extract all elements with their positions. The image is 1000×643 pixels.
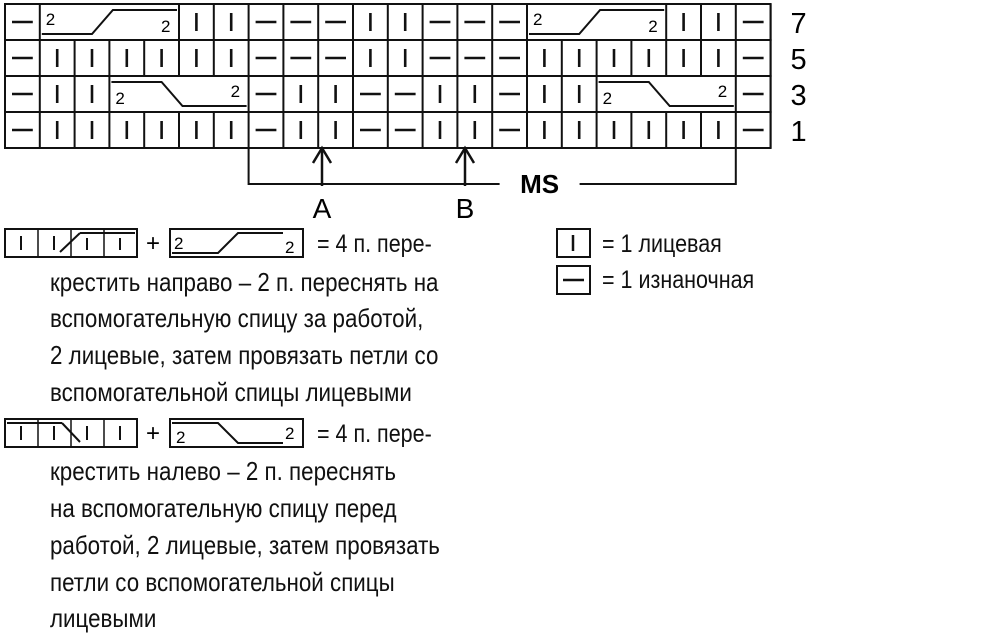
knit-cell [544,76,561,112]
purl-cell [256,76,284,112]
cross-right-symbol [5,229,137,257]
knit-cell [718,40,735,76]
purl-cell [395,112,423,148]
knit-cell [544,112,561,148]
chart-row-7 [5,4,771,40]
chart-row-3 [5,76,771,112]
purl-cell [395,76,423,112]
row-number-7: 7 [790,8,807,40]
knit-cell [718,112,735,148]
knit-cell [684,112,701,148]
knit-cell [92,40,109,76]
knit-symbol [557,229,590,257]
cross-right-line-3: вспомогательную спицу за работой, [50,303,424,333]
purl-cell [290,40,318,76]
cable-line [42,10,177,34]
chart-row-5 [5,40,771,76]
knit-cell [684,40,701,76]
cable-digit: 2 [45,10,56,29]
knit-cell [579,76,596,112]
knit-cell [684,4,701,40]
cross-right-line-4: 2 лицевые, затем провязать петли со [50,340,439,370]
knit-cell [196,112,213,148]
knit-cell [579,112,596,148]
knit-cell [57,40,74,76]
cable-cross-left [599,76,736,112]
cable-digit: 2 [533,10,543,29]
knit-cell [614,40,631,76]
purl-cell [256,4,284,40]
purl-cell [290,4,318,40]
purl-cell [499,76,527,112]
cross-left-cable-symbol [170,419,303,447]
knit-cell [475,76,492,112]
row-number-5: 5 [790,44,807,76]
cross-left-plus: + [145,420,161,447]
knit-cell [57,112,74,148]
cable-cross-left [111,76,248,112]
knit-cell [127,112,144,148]
purl-cell [325,4,353,40]
knit-legend-text: = 1 лицевая [602,230,722,258]
knit-cell [127,40,144,76]
knit-cell [579,40,596,76]
knit-cell [301,76,318,112]
row-number-1: 1 [790,116,807,148]
purl-cell [499,40,527,76]
cable-digit: 2 [602,89,613,108]
marker-b [456,148,475,224]
knit-cell [196,40,213,76]
knit-cell [301,112,318,148]
cross-right-plus: + [145,230,161,257]
knit-cell [370,4,387,40]
knit-cell [92,76,109,112]
cross-right-line-2: крестить направо – 2 п. переснять на [50,267,439,297]
purl-cell [360,76,388,112]
purl-cell [12,76,40,112]
knit-cell [231,40,248,76]
cable-digit: 2 [717,82,728,101]
marker-a [313,148,332,224]
cross-left-digit-left: 2 [176,428,186,447]
cross-left-line-4: работой, 2 лицевые, затем провязать [50,530,440,560]
cable-digit: 2 [230,82,241,101]
purl-cell [743,76,771,112]
purl-cell [743,4,771,40]
cable-cross-right [529,4,666,40]
purl-cell [12,112,40,148]
cable-line [599,82,734,106]
knit-cell [649,40,666,76]
cross-left-symbol [5,419,137,447]
purl-cell [464,40,492,76]
cable-cross-right [42,4,179,40]
purl-cell [464,4,492,40]
cross-left-line-6: лицевыми [50,603,157,633]
cross-right-line-1: = 4 п. пере- [317,230,432,258]
knit-cell [405,4,422,40]
chart-grid [5,4,771,148]
cross-left-digit-right: 2 [285,424,295,443]
knit-cell [196,4,213,40]
knit-cell [475,112,492,148]
knit-cell [370,40,387,76]
purl-cell [743,40,771,76]
purl-cell [499,112,527,148]
knit-cell [92,112,109,148]
cross-right-digit-right: 2 [285,238,295,257]
knit-cell [162,112,179,148]
purl-cell [256,112,284,148]
purl-cell [12,4,40,40]
knit-cell [614,112,631,148]
chart-row-1 [5,112,771,148]
cable-line [529,10,664,34]
purl-cell [360,112,388,148]
cross-left-line-3: на вспомогательную спицу перед [50,493,397,523]
cross-left-line-1: = 4 п. пере- [317,420,432,448]
purl-cell [325,40,353,76]
knit-cell [649,112,666,148]
purl-cell [743,112,771,148]
purl-legend-text: = 1 изнаночная [602,266,755,294]
cable-line [111,82,246,106]
knit-cell [57,76,74,112]
knit-cell [544,40,561,76]
markers [313,148,475,224]
purl-cell [430,40,458,76]
knit-cell [718,4,735,40]
knit-cell [405,40,422,76]
knit-cell [440,76,457,112]
knit-cell [162,40,179,76]
ms-label: MS [520,169,560,199]
purl-symbol [557,266,590,294]
cable-digit: 2 [648,17,658,36]
cross-right-digit-left: 2 [174,234,184,253]
cross-right-cable-symbol [170,229,303,257]
cable-digit: 2 [161,17,171,36]
marker-a-label: A [312,193,332,224]
knit-cell [440,112,457,148]
cross-left-line-5: петли со вспомогательной спицы [50,567,395,597]
cross-left-line-2: крестить налево – 2 п. переснять [50,456,396,486]
marker-b-label: B [455,193,475,224]
purl-cell [12,40,40,76]
cross-right-line-5: вспомогательной спицы лицевыми [50,377,412,407]
purl-cell [256,40,284,76]
purl-cell [430,4,458,40]
row-number-3: 3 [790,80,807,112]
purl-cell [499,4,527,40]
knit-cell [231,112,248,148]
row-numbers [791,8,807,148]
cable-digit: 2 [115,89,125,108]
knit-cell [231,4,248,40]
knit-cell [336,76,353,112]
knit-cell [336,112,353,148]
